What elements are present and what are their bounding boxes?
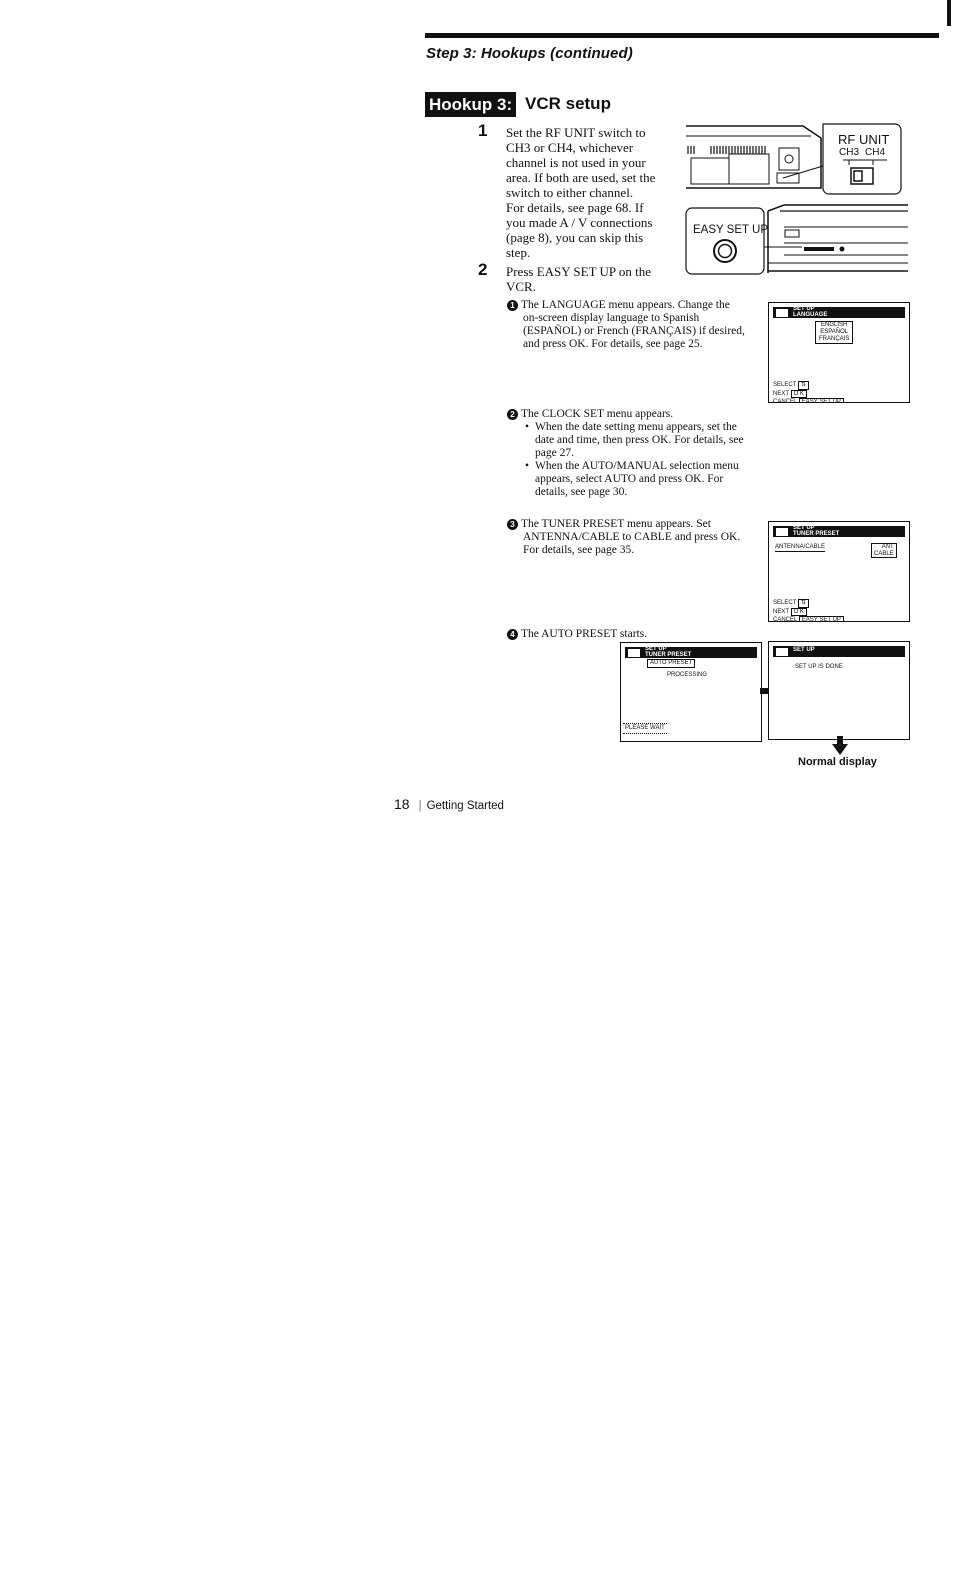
ch4-label: CH4 bbox=[865, 147, 886, 158]
step-1-line: area. If both are used, set the bbox=[506, 170, 656, 185]
legend-value: EASY SET UP bbox=[799, 398, 844, 403]
camera-icon bbox=[775, 647, 789, 657]
step-1-line: you made A / V connections bbox=[506, 215, 653, 230]
step-1-line: CH3 or CH4, whichever bbox=[506, 140, 634, 155]
camera-icon bbox=[627, 648, 641, 658]
step-2-line: Press EASY SET UP on the bbox=[506, 264, 652, 279]
header-line: SET UP bbox=[793, 525, 815, 531]
header-line: LANGUAGE bbox=[793, 311, 828, 318]
header-line: SET UP bbox=[793, 647, 815, 653]
substep-1 bbox=[507, 299, 765, 351]
legend-value: O K bbox=[791, 390, 807, 399]
screen-header bbox=[773, 307, 905, 318]
substep-4-line: The AUTO PRESET starts. bbox=[521, 628, 648, 640]
legend-value: EASY SET UP bbox=[799, 616, 844, 622]
substep-3-line: For details, see page 35. bbox=[523, 544, 635, 556]
bullet-line: • When the AUTO/MANUAL selection menu bbox=[535, 460, 739, 472]
step-1-line: For details, see page 68. If bbox=[506, 200, 644, 215]
step-1-text bbox=[506, 125, 676, 260]
step-2-line: VCR. bbox=[506, 279, 536, 294]
substep-2 bbox=[507, 408, 765, 499]
bullet-line: • When the date setting menu appears, set the bbox=[535, 421, 737, 433]
step-1-line: step. bbox=[506, 245, 531, 260]
legend-label: SELECT bbox=[773, 382, 797, 388]
substep-1-line: (ESPAÑOL) or French (FRANÇAIS) if desired, bbox=[523, 325, 745, 337]
processing-status: PROCESSING bbox=[667, 672, 708, 678]
footer-section: Getting Started bbox=[426, 800, 504, 812]
step-number-1: 1 bbox=[478, 121, 488, 140]
legend-label: CANCEL bbox=[773, 399, 798, 403]
legend-label: NEXT bbox=[773, 390, 789, 397]
step-1-line: (page 8), you can skip this bbox=[506, 230, 644, 245]
page-edge-marker bbox=[947, 0, 951, 26]
please-wait: PLEASE WAIT bbox=[623, 723, 667, 734]
auto-preset-screen bbox=[620, 642, 762, 742]
hookup-badge: Hookup 3: bbox=[425, 92, 516, 117]
legend-value: ⇅ bbox=[798, 381, 809, 390]
step-2-text bbox=[506, 264, 676, 294]
language-option: ESPAÑOL bbox=[820, 329, 849, 335]
screen-legend bbox=[773, 599, 844, 622]
header-line: TUNER PRESET bbox=[793, 530, 840, 537]
language-option: FRANÇAIS bbox=[819, 336, 850, 342]
substep-3-line: The TUNER PRESET menu appears. Set bbox=[521, 518, 711, 530]
screen-header bbox=[773, 526, 905, 537]
footer-separator: | bbox=[418, 800, 422, 812]
camera-icon bbox=[775, 527, 789, 537]
rf-unit-illustration bbox=[683, 118, 909, 198]
substep-marker: 3 bbox=[507, 519, 518, 530]
language-menu-screen bbox=[768, 302, 910, 403]
header-line: TUNER PRESET bbox=[645, 651, 692, 658]
step-1-line: channel is not used in your bbox=[506, 155, 646, 170]
legend-label: SELECT bbox=[773, 600, 797, 606]
arrow-down-icon bbox=[832, 736, 848, 756]
screen-legend bbox=[773, 381, 844, 403]
substep-3-line: ANTENNA/CABLE to CABLE and press OK. bbox=[523, 531, 741, 543]
bullet-line: appears, select AUTO and press OK. For bbox=[535, 473, 724, 485]
step-number-2: 2 bbox=[478, 260, 488, 279]
substep-marker: 1 bbox=[507, 300, 518, 311]
ch3-label: CH3 bbox=[839, 147, 860, 158]
substep-marker: 4 bbox=[507, 629, 518, 640]
antenna-cable-options bbox=[871, 543, 897, 558]
legend-value: O K bbox=[791, 608, 807, 617]
bullet-line: date and time, then press OK. For details, see bbox=[535, 434, 744, 446]
substep-3 bbox=[507, 518, 765, 557]
camera-icon bbox=[775, 308, 789, 318]
legend-value: ⇅ bbox=[798, 599, 809, 608]
substep-4 bbox=[507, 628, 765, 641]
substep-2-line: The CLOCK SET menu appears. bbox=[521, 408, 674, 420]
legend-label: CANCEL bbox=[773, 617, 798, 622]
screen-header bbox=[625, 647, 757, 658]
header-line: SET UP bbox=[645, 646, 667, 652]
substep-1-line: The LANGUAGE menu appears. Change the bbox=[521, 299, 730, 311]
language-options bbox=[815, 321, 853, 344]
page-number: 18 bbox=[394, 796, 410, 812]
substep-marker: 2 bbox=[507, 409, 518, 420]
page-footer bbox=[394, 796, 504, 812]
top-rule bbox=[425, 33, 939, 38]
antenna-cable-row: ANTENNA/CABLE bbox=[775, 544, 826, 550]
normal-display-caption: Normal display bbox=[798, 756, 877, 768]
legend-label: NEXT bbox=[773, 608, 789, 615]
easy-set-up-label: EASY SET UP bbox=[693, 224, 768, 236]
substep-1-line: on-screen display language to Spanish bbox=[523, 312, 700, 324]
screen-header bbox=[773, 646, 905, 657]
tuner-preset-screen bbox=[768, 521, 910, 622]
section-heading: Step 3: Hookups (continued) bbox=[426, 45, 633, 62]
hookup-title: VCR setup bbox=[525, 94, 611, 113]
tuner-option: CABLE bbox=[874, 550, 894, 557]
easy-set-up-illustration bbox=[684, 203, 910, 279]
rf-unit-label: RF UNIT bbox=[838, 132, 890, 147]
setup-done-message: SET UP IS DONE bbox=[795, 664, 843, 670]
tuner-option: ANT bbox=[881, 544, 894, 550]
step-1-line: Set the RF UNIT switch to bbox=[506, 125, 646, 140]
bullet-item bbox=[523, 421, 765, 460]
step-1-line: switch to either channel. bbox=[506, 185, 634, 200]
bullet-line: details, see page 30. bbox=[535, 486, 628, 498]
header-line: SET UP bbox=[793, 306, 815, 312]
language-option: ENGLISH bbox=[821, 322, 848, 328]
auto-preset-item: AUTO PRESET bbox=[647, 659, 695, 668]
substep-1-line: and press OK. For details, see page 25. bbox=[523, 338, 703, 350]
bullet-item bbox=[523, 460, 765, 499]
bullet-line: page 27. bbox=[535, 447, 574, 459]
setup-done-screen bbox=[768, 641, 910, 740]
